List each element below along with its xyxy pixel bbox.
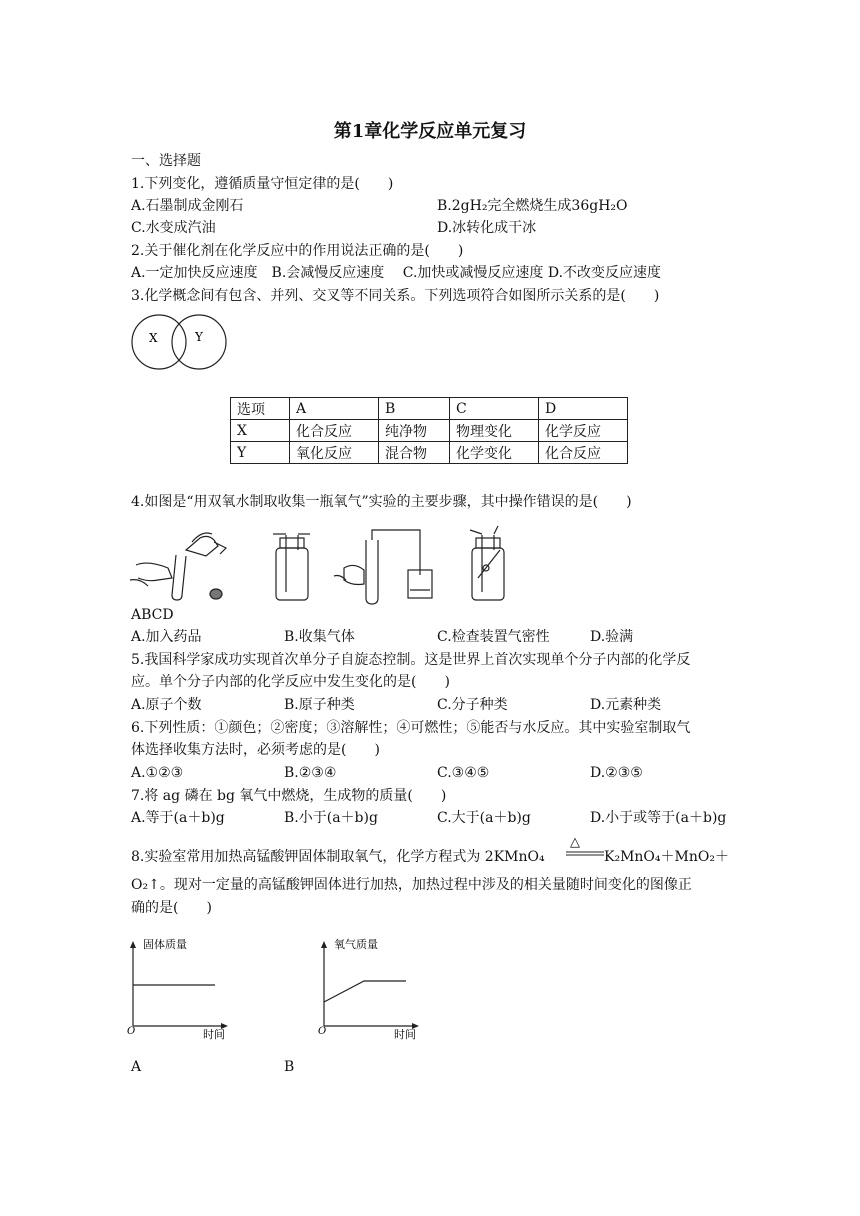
q8-graph-b [316, 938, 436, 1041]
table-cell: 氧化反应 [290, 442, 379, 464]
q5-option-d: D.元素种类 [590, 697, 662, 713]
q7-option-a: A.等于(a＋b)g [131, 810, 225, 826]
q5-option-b: B.原子种类 [284, 697, 355, 713]
q8-stem-line3: 确的是( ) [131, 900, 212, 916]
table-cell: Y [231, 442, 290, 464]
q8-heat-condition: △ [570, 835, 580, 850]
table-cell: X [231, 420, 290, 442]
q4-option-a: A.加入药品 [131, 629, 202, 645]
venn-label-y: Y [195, 330, 203, 344]
q4-stem: 4.如图是“用双氧水制取收集一瓶氧气”实验的主要步骤，其中操作错误的是( ) [131, 494, 632, 510]
graph-b-ylabel: 氧气质量 [334, 938, 378, 951]
illustration-full-check [470, 526, 504, 600]
q8-stem-line1: 8.实验室常用加热高锰酸钾固体制取氧气，化学方程式为 2KMnO₄ [131, 849, 545, 865]
q8-stem-line2: O₂↑。现对一定量的高锰酸钾固体进行加热，加热过程中涉及的相关量随时间变化的图像正 [131, 877, 692, 893]
q4-option-b: B.收集气体 [284, 629, 355, 645]
q8-graph-a [125, 938, 245, 1041]
q6-stem-line2: 体选择收集方法时，必须考虑的是( ) [131, 742, 380, 758]
q5-option-c: C.分子种类 [437, 697, 508, 713]
table-cell: B [379, 398, 450, 420]
table-row [231, 398, 628, 420]
venn-diagram [131, 312, 231, 372]
graph-b-origin: O [318, 1026, 327, 1037]
q6-option-a: A.①②③ [131, 765, 184, 781]
q3-stem: 3.化学概念间有包含、并列、交叉等不同关系。下列选项符合如图所示关系的是( ) [131, 288, 660, 304]
q8-equation-products: K₂MnO₄＋MnO₂＋ [604, 849, 729, 865]
q5-stem-line2: 应。单个分子内部的化学反应中发生变化的是( ) [131, 674, 450, 690]
q1-option-c: C.水变成汽油 [131, 220, 216, 236]
q7-option-c: C.大于(a＋b)g [437, 810, 531, 826]
page-title: 第1章化学反应单元复习 [333, 121, 527, 142]
graph-a-xlabel: 时间 [203, 1028, 225, 1041]
q8-graph-a-label: A [131, 1059, 142, 1075]
table-cell: 物理变化 [450, 420, 539, 442]
table-cell: 化学反应 [539, 420, 628, 442]
q5-option-a: A.原子个数 [131, 697, 202, 713]
table-cell: A [290, 398, 379, 420]
q8-reaction-double-line [566, 851, 604, 857]
q4-option-d: D.验满 [590, 629, 634, 645]
q6-option-b: B.②③④ [284, 765, 337, 781]
q3-options-table [230, 397, 628, 464]
table-cell: C [450, 398, 539, 420]
q8-graph-b-label: B [284, 1059, 295, 1075]
table-cell: 混合物 [379, 442, 450, 464]
table-cell: 纯净物 [379, 420, 450, 442]
illustration-adding-reagent [130, 533, 226, 600]
q6-stem-line1: 6.下列性质：①颜色；②密度；③溶解性；④可燃性；⑤能否与水反应。其中实验室制取气 [131, 720, 691, 736]
q1-stem: 1.下列变化，遵循质量守恒定律的是( ) [131, 176, 394, 192]
q4-figure-labels: ABCD [131, 607, 174, 623]
q7-option-b: B.小于(a＋b)g [284, 810, 378, 826]
q6-option-d: D.②③⑤ [590, 765, 643, 781]
illustration-airtightness-check [334, 530, 432, 604]
table-row [231, 420, 628, 442]
q7-option-d: D.小于或等于(a＋b)g [590, 810, 727, 826]
table-cell: 化合反应 [290, 420, 379, 442]
venn-label-x: X [149, 331, 158, 345]
q1-option-a: A.石墨制成金刚石 [131, 198, 244, 214]
table-cell: 化合反应 [539, 442, 628, 464]
q1-option-b: B.2gH₂完全燃烧生成36gH₂O [437, 198, 628, 214]
table-cell: 选项 [231, 398, 290, 420]
illustration-collect-gas [273, 534, 310, 600]
q7-stem: 7.将 ag 磷在 bg 氧气中燃烧，生成物的质量( ) [131, 788, 447, 804]
q2-stem: 2.关于催化剂在化学反应中的作用说法正确的是( ) [131, 243, 464, 259]
q1-option-d: D.冰转化成干冰 [437, 220, 537, 236]
q4-option-c: C.检查装置气密性 [437, 629, 550, 645]
q5-stem-line1: 5.我国科学家成功实现首次单分子自旋态控制。这是世界上首次实现单个分子内部的化学反 [131, 652, 691, 668]
table-cell: D [539, 398, 628, 420]
q4-apparatus-illustrations [128, 520, 528, 605]
q2-options: A.一定加快反应速度 B.会减慢反应速度 C.加快或减慢反应速度 D.不改变反应速度 [131, 265, 662, 281]
graph-a-origin: O [127, 1026, 136, 1037]
graph-b-xlabel: 时间 [394, 1028, 416, 1041]
q6-option-c: C.③④⑤ [437, 765, 490, 781]
table-cell: 化学变化 [450, 442, 539, 464]
section-heading: 一、选择题 [131, 153, 201, 169]
table-row [231, 442, 628, 464]
graph-a-ylabel: 固体质量 [143, 938, 187, 951]
